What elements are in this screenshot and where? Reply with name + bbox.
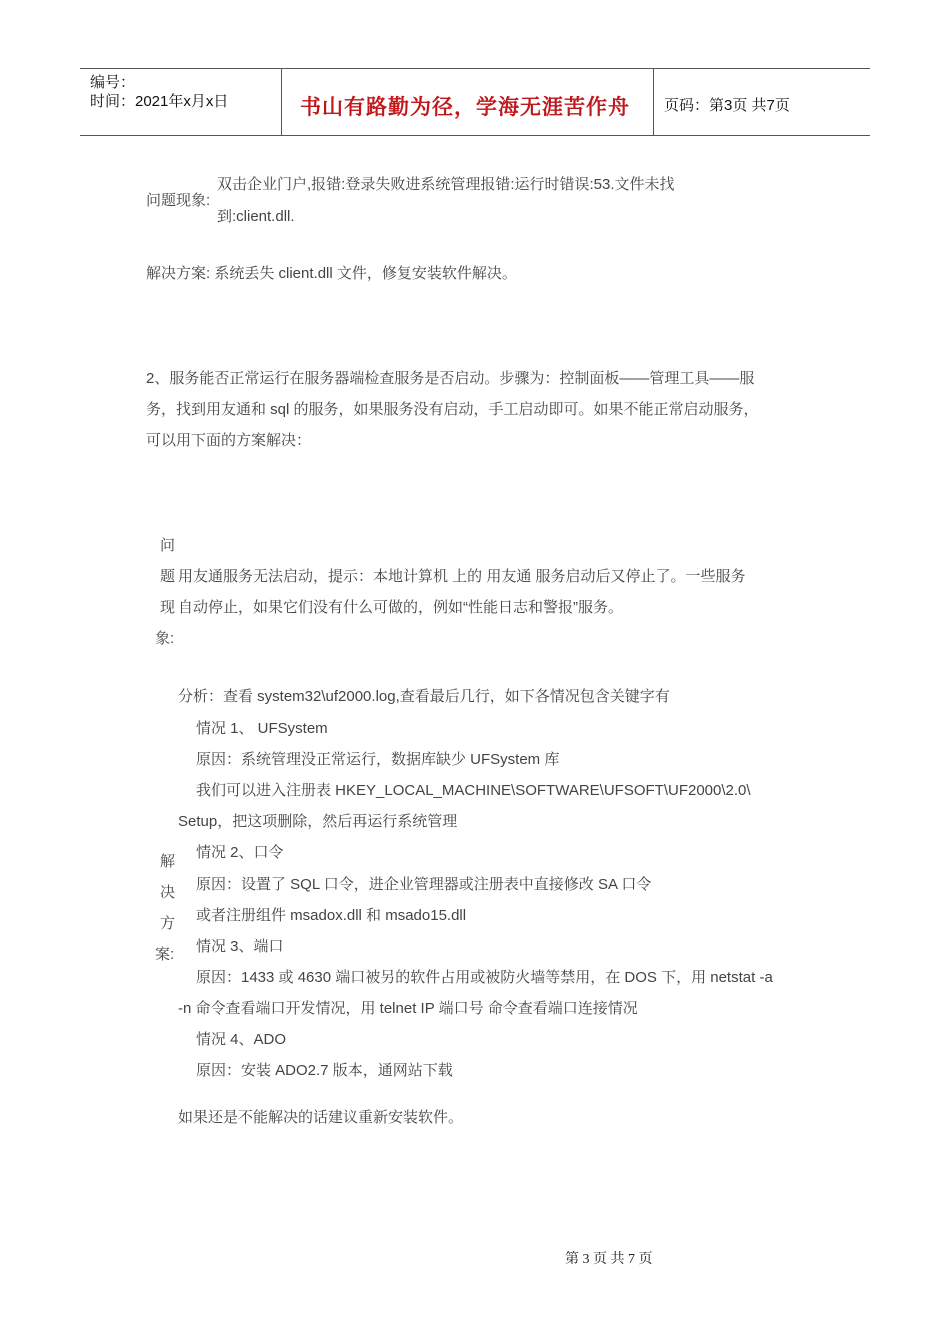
header-top-border <box>80 68 870 69</box>
problem-text-line2: 自动停止，如果它们没有什么可做的，例如“性能日志和警报”服务。 <box>178 599 623 616</box>
header-divider-left <box>281 68 282 136</box>
case2-reason: 原因：设置了 SQL 口令，进企业管理器或注册表中直接修改 SA 口令 <box>196 876 652 893</box>
closing-text: 如果还是不能解决的话建议重新安装软件。 <box>178 1109 464 1126</box>
service-para-line3: 可以用下面的方案解决： <box>146 432 312 449</box>
analysis-text: 分析：查看 system32\uf2000.log,查看最后几行，如下各情况包含关键字有 <box>178 688 670 705</box>
problem-label-char4: 象: <box>155 630 175 647</box>
symptom-text-line2: 到:client.dll. <box>217 208 295 225</box>
header-motto: 书山有路勤为径，学海无涯苦作舟 <box>300 96 630 119</box>
solution-label-char3: 方 <box>160 915 176 932</box>
solution-label-char4: 案: <box>155 946 175 963</box>
service-para-line2: 务，找到用友通和 sql 的服务，如果服务没有启动，手工启动即可。如果不能正常启动服务， <box>146 401 759 418</box>
case2-title: 情况 2、口令 <box>196 844 284 861</box>
case1-reason: 原因：系统管理没正常运行，数据库缺少 UFSystem 库 <box>196 751 560 768</box>
problem-label-char2: 题 <box>160 568 176 585</box>
problem-label-char1: 问 <box>160 537 176 554</box>
case3-reason-line1: 原因：1433 或 4630 端口被另的软件占用或被防火墙等禁用，在 DOS 下，用 netstat -a <box>196 969 773 986</box>
symptom-label: 问题现象: <box>146 192 211 209</box>
solution-label-char1: 解 <box>160 853 176 870</box>
problem-text-line1: 用友通服务无法启动，提示：本地计算机 上的 用友通 服务启动后又停止了。一些服务 <box>178 568 746 585</box>
solution-text: 解决方案: 系统丢失 client.dll 文件，修复安装软件解决。 <box>146 265 517 282</box>
case4-reason: 原因：安装 ADO2.7 版本，通网站下载 <box>196 1062 453 1079</box>
case1-title: 情况 1、 UFSystem <box>196 720 328 737</box>
case3-reason-line2: -n 命令查看端口开发情况，用 telnet IP 端口号 命令查看端口连接情况 <box>178 1000 638 1017</box>
header-page-number: 页码：第3页 共7页 <box>664 97 790 114</box>
case2-fix: 或者注册组件 msadox.dll 和 msado15.dll <box>196 907 467 924</box>
footer-page-number: 第 3 页 共 7 页 <box>565 1252 653 1267</box>
symptom-text-line1: 双击企业门户,报错:登录失败进系统管理报错:运行时错误:53.文件未找 <box>217 176 675 193</box>
serial-number-label: 编号： <box>90 74 136 91</box>
case1-fix-line2: Setup，把这项删除，然后再运行系统管理 <box>178 813 458 830</box>
date-label: 时间：2021年x月x日 <box>90 93 229 110</box>
case3-title: 情况 3、端口 <box>196 938 284 955</box>
header-bottom-border <box>80 135 870 136</box>
service-para-line1: 2、服务能否正常运行在服务器端检查服务是否启动。步骤为：控制面板——管理工具——服 <box>146 370 755 387</box>
case4-title: 情况 4、ADO <box>196 1031 287 1048</box>
problem-label-char3: 现 <box>160 599 176 616</box>
case1-fix-line1: 我们可以进入注册表 HKEY_LOCAL_MACHINE\SOFTWARE\UFSOFT\UF2000\2.0\ <box>196 782 751 799</box>
header-divider-right <box>653 68 654 136</box>
solution-label-char2: 决 <box>160 884 176 901</box>
